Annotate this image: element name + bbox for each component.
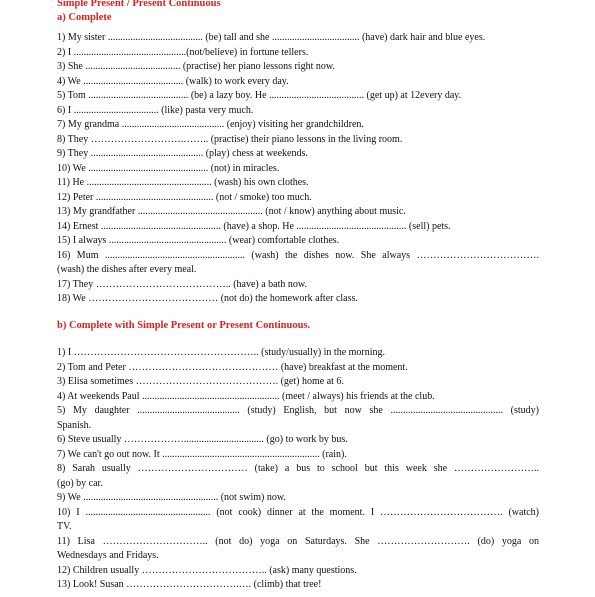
exercise-b-line: 10) I .................................................. (not cook) dinner at the moment. I ………………………………. (watch) — [57, 506, 539, 518]
section-b-heading: b) Complete with Simple Present or Present Continuous. — [57, 320, 311, 331]
exercise-b-line: Spanish. — [57, 419, 92, 431]
exercise-b-line: 7) We can't go out now. It ............................................................... (rain). — [57, 448, 347, 460]
exercise-b-line: 8) Sarah usually …………………………… (take) a bus to school but this week she …………………….. — [57, 463, 539, 474]
exercise-b-line: (go) by car. — [57, 477, 103, 489]
exercise-b-line: 9) We ...................................................... (not swim) now. — [57, 492, 286, 503]
exercise-a-line: 18) We ………………………………… (not do) the homework after class. — [57, 293, 358, 304]
exercise-a-line: 13) My grandfather .................................................. (not / know) anything about music. — [57, 206, 406, 217]
exercise-a-line: 15) I always ............................................... (wear) comfortable clothes. — [57, 235, 340, 246]
exercise-a-line: 7) My grandma ......................................... (enjoy) visiting her grandchildren. — [57, 119, 364, 130]
exercise-b-line: Wednesdays and Fridays. — [57, 550, 159, 561]
exercise-b-line: 6) Steve usually ………………................................ (go) to work by bus. — [57, 434, 348, 445]
exercise-a-line: 9) They ............................................. (play) chess at weekends. — [57, 148, 308, 159]
exercise-a-line: 14) Ernest ................................................ (have) a shop. He ............................................ (sell) pets. — [57, 220, 451, 232]
exercise-b-line: 13) Look! Susan …………………………….…. (climb) that tree! — [57, 579, 322, 590]
exercise-a-line: 8) They ……………………….…….. (practise) their piano lessons in the living room. — [57, 133, 403, 145]
exercise-b-line: 11) Lisa ………………………….. (not do) yoga on Saturdays. She ………………………. (do) yoga on — [57, 535, 539, 547]
exercise-a-line: 10) We ................................................ (not) in miracles. — [57, 162, 280, 174]
section-a-heading: a) Complete — [57, 12, 112, 23]
exercise-a-line: 17) They ………………………………….. (have) a bath now. — [57, 278, 307, 290]
exercise-a-line: 16) Mum ........................................................ (wash) the dishes now. She always ………………………………. — [57, 249, 539, 261]
exercise-b-line: 5) My daughter ......................................... (study) English, but now she ............................................. (study) — [57, 405, 539, 416]
exercise-a-line: 3) She ...................................... (practise) her piano lessons right now. — [57, 61, 335, 72]
exercise-b-line: 12) Children usually ……………………………….. (ask) many questions. — [57, 564, 357, 576]
exercise-a-line: 5) Tom ........................................ (be) a lazy boy. He ...................................... (get up) at 12every day. — [57, 90, 462, 101]
exercise-a-line: 11) He .................................................. (wash) his own clothes. — [57, 177, 309, 188]
exercise-b-line: 4) At weekends Paul ....................................................... (meet / always) his friends at the club. — [57, 390, 435, 402]
exercise-a-line: 2) I .............................................(not/believe) in fortune tellers. — [57, 46, 309, 58]
exercise-a-line: (wash) the dishes after every meal. — [57, 264, 197, 275]
exercise-a-line: 1) My sister ...................................... (be) tall and she ................................... (have) dark hair and blue eyes. — [57, 32, 486, 43]
exercise-b-line: 1) I ……………………………………………….. (study/usually) in the morning. — [57, 347, 386, 358]
exercise-b-line: TV. — [57, 521, 72, 532]
worksheet-title: Simple Present / Present Continuous — [57, 0, 221, 9]
exercise-a-line: 4) We ........................................ (walk) to work every day. — [57, 75, 289, 87]
exercise-a-line: 12) Peter ............................................... (not / smoke) too much. — [57, 191, 312, 203]
exercise-a-line: 6) I .................................. (like) pasta very much. — [57, 104, 254, 116]
exercise-b-line: 3) Elisa sometimes ……………………………………. (get) home at 6. — [57, 376, 344, 387]
exercise-b-line: 2) Tom and Peter ……………………………………… (have) breakfast at the moment. — [57, 361, 408, 373]
